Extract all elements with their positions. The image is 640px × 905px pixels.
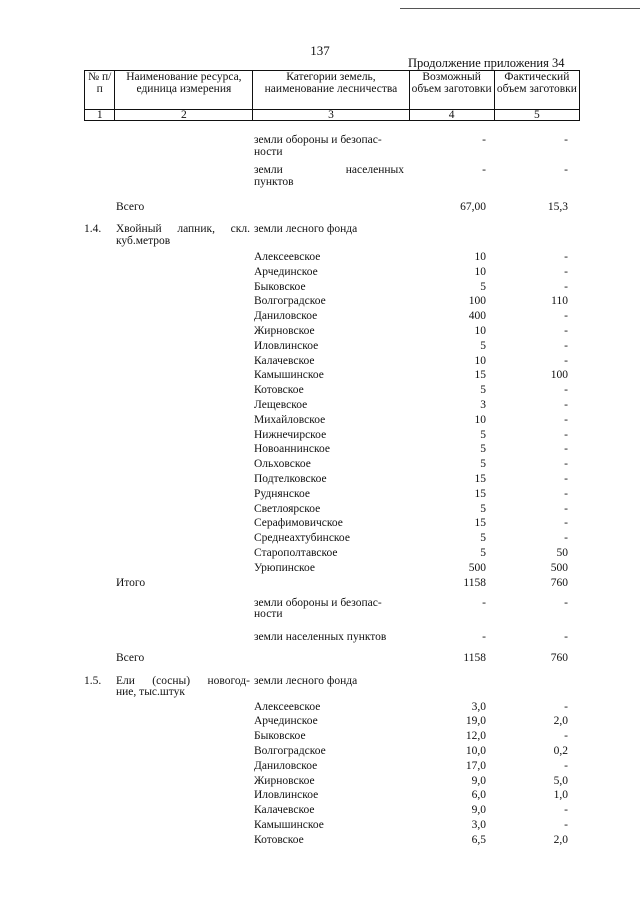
actual-volume: - [564,458,568,471]
total-actual: 15,3 [547,201,568,213]
possible-volume: 15 [474,487,486,500]
table-row [84,265,580,280]
table-row [84,700,580,715]
row-settlement-lands [84,165,580,200]
table-row [84,714,580,729]
possible-volume: 5 [480,280,486,293]
table-row [84,339,580,354]
row-section-1-5 [84,676,580,700]
possible-volume: 15 [474,517,486,530]
settlement-lands-possible: - [482,164,486,176]
defense-lands-actual: - [564,596,568,609]
table-row [84,442,580,457]
possible-volume: 3,0 [471,818,486,831]
actual-volume: 2,0 [553,715,568,728]
table-row [84,398,580,413]
actual-volume: - [564,251,568,263]
total-possible: 1158 [463,651,486,664]
header-col-num: № п/п [85,71,115,110]
possible-volume: 5 [480,428,486,441]
settlement-lands-label: земли населенных [254,164,404,176]
table-row [84,294,580,309]
possible-volume: 5 [480,384,486,397]
table-row [84,502,580,517]
header-col-actual: Фактический объем заготовки [494,71,579,110]
possible-volume: 5 [480,443,486,456]
total-possible: 67,00 [460,201,486,213]
table-row [84,428,580,443]
settlement-lands-label: земли населенных пунктов [254,630,387,643]
forestry-name: Подтелковское [254,472,327,485]
actual-volume: - [564,502,568,515]
defense-lands-label-2: ности [254,145,283,158]
header-num-3: 3 [253,110,409,121]
settlement-lands-label-2: пунктов [254,175,294,188]
actual-volume: - [564,730,568,743]
possible-volume: 15 [474,472,486,485]
forestry-name: Иловлинское [254,339,319,352]
possible-volume: 15 [474,369,486,382]
table-row [84,774,580,789]
settlement-lands-actual: - [564,164,568,176]
table-row [84,803,580,818]
actual-volume: 1,0 [553,789,568,802]
actual-volume: - [564,818,568,831]
forestry-name: Камышинское [254,369,324,382]
header-col-possible: Возможный объем заготовки [409,71,494,110]
actual-volume: - [564,398,568,411]
actual-volume: - [564,280,568,293]
possible-volume: 3 [480,398,486,411]
table-row [84,250,580,265]
table-row [84,788,580,803]
table-row [84,516,580,531]
forestry-name: Жирновское [254,324,315,337]
table-header [84,70,580,121]
defense-lands-label: земли обороны и безопас- [254,596,382,609]
table-row [84,487,580,502]
forestry-name: Волгоградское [254,295,326,308]
table-row [84,368,580,383]
possible-volume: 100 [468,295,486,308]
total-actual: 760 [550,651,568,664]
actual-volume: 2,0 [553,833,568,846]
possible-volume: 10 [474,413,486,426]
possible-volume: 6,5 [471,833,486,846]
header-num-2: 2 [115,110,253,121]
actual-volume: - [564,804,568,817]
actual-volume: 0,2 [553,744,568,757]
total-label: Всего [116,651,145,664]
actual-volume: 5,0 [553,774,568,787]
possible-volume: 12,0 [465,730,486,743]
actual-volume: - [564,443,568,456]
resource-name-2: ние, тыс.штук [116,686,185,699]
settlement-lands-actual: - [564,630,568,643]
possible-volume: 19,0 [465,715,486,728]
actual-volume: - [564,428,568,441]
table-row [84,354,580,369]
forestry-name: Урюпинское [254,561,316,574]
row-section-1-4 [84,224,580,250]
table-row [84,759,580,774]
actual-volume: 50 [556,546,568,559]
table-row [84,413,580,428]
table-row [84,561,580,576]
continuation-note: Продолжение приложения 34 [408,56,565,70]
forestry-name: Калачевское [254,804,315,817]
forestry-name: Жирновское [254,774,315,787]
forestry-list-1-5 [84,700,580,848]
possible-volume: 9,0 [471,774,486,787]
forestry-name: Даниловское [254,310,318,323]
forestry-name: Руднянское [254,487,310,500]
actual-volume: - [564,265,568,278]
table-row [84,472,580,487]
actual-volume: - [564,413,568,426]
possible-volume: 5 [480,458,486,471]
table-row [84,729,580,744]
possible-volume: 9,0 [471,804,486,817]
possible-volume: 10 [474,324,486,337]
settlement-lands-possible: - [482,630,486,643]
table-row [84,744,580,759]
possible-volume: 5 [480,532,486,545]
forestry-name: Алексеевское [254,251,321,263]
forestry-name: Серафимовичское [254,517,343,530]
row-defense-lands [84,135,580,165]
forestry-name: Михайловское [254,413,326,426]
actual-volume: - [564,384,568,397]
table-row [84,833,580,848]
forestry-name: Калачевское [254,354,315,367]
forestry-name: Ольховское [254,458,311,471]
subtotal-actual: 760 [550,576,568,589]
table-row [84,324,580,339]
actual-volume: - [564,487,568,500]
header-col-resource: Наименование ресурса, единица измерения [115,71,253,110]
forestry-name: Быковское [254,730,306,743]
actual-volume: - [564,532,568,545]
actual-volume: - [564,324,568,337]
actual-volume: - [564,517,568,530]
defense-lands-actual: - [564,134,568,146]
forestry-name: Алексеевское [254,700,321,713]
resource-name: Хвойный лапник, скл. [116,223,250,235]
possible-volume: 10,0 [465,744,486,757]
possible-volume: 10 [474,265,486,278]
defense-lands-label: земли обороны и безопас- [254,134,382,146]
possible-volume: 500 [468,561,486,574]
possible-volume: 3,0 [471,700,486,713]
forestry-name: Волгоградское [254,744,326,757]
row-total-a [84,200,580,224]
land-category: земли лесного фонда [254,674,358,687]
possible-volume: 10 [474,354,486,367]
actual-volume: - [564,354,568,367]
actual-volume: 110 [551,295,568,308]
header-num-1: 1 [85,110,115,121]
forestry-name: Камышинское [254,818,324,831]
forestry-name: Новоаннинское [254,443,330,456]
land-category: земли лесного фонда [254,223,358,235]
possible-volume: 17,0 [465,759,486,772]
forestry-name: Арчединское [254,715,318,728]
actual-volume: - [564,700,568,713]
table-row [84,383,580,398]
top-rule [400,8,640,9]
header-col-category: Категории земель, наименование лесничества [253,71,409,110]
possible-volume: 6,0 [471,789,486,802]
subtotal-label: Итого [116,576,146,589]
forestry-name: Котовское [254,833,304,846]
forestry-name: Котовское [254,384,304,397]
row-settlement-lands [84,630,580,651]
actual-volume: - [564,472,568,485]
table-row [84,546,580,561]
table-row [84,531,580,546]
row-defense-lands [84,598,580,630]
forestry-list-1-4 [84,250,580,576]
forestry-name: Старополтавское [254,546,338,559]
header-num-4: 4 [409,110,494,121]
actual-volume: 100 [550,369,568,382]
forestry-name: Среднеахтубинское [254,532,350,545]
table-row [84,309,580,324]
table-body [84,135,580,848]
actual-volume: 500 [550,561,568,574]
possible-volume: 5 [480,502,486,515]
possible-volume: 10 [474,251,486,263]
row-subtotal [84,576,580,598]
section-number: 1.5. [84,674,102,687]
resource-name: Ели (сосны) новогод- [116,674,250,687]
possible-volume: 5 [480,339,486,352]
page-number: 137 [310,43,330,58]
actual-volume: - [564,339,568,352]
forestry-name: Светлоярское [254,502,321,515]
defense-lands-possible: - [482,134,486,146]
section-number: 1.4. [84,223,102,235]
defense-lands-label-2: ности [254,608,283,621]
defense-lands-possible: - [482,596,486,609]
actual-volume: - [564,310,568,323]
forestry-name: Арчединское [254,265,318,278]
forestry-name: Нижнечирское [254,428,327,441]
forestry-name: Лещевское [254,398,308,411]
total-label: Всего [116,201,145,213]
row-total [84,651,580,676]
header-num-5: 5 [494,110,579,121]
possible-volume: 5 [480,546,486,559]
subtotal-possible: 1158 [463,576,486,589]
table-row [84,818,580,833]
actual-volume: - [564,759,568,772]
table-row [84,280,580,295]
forestry-name: Даниловское [254,759,318,772]
forestry-name: Иловлинское [254,789,319,802]
resource-name-2: куб.метров [116,234,171,247]
table-row [84,457,580,472]
possible-volume: 400 [468,310,486,323]
forestry-name: Быковское [254,280,306,293]
